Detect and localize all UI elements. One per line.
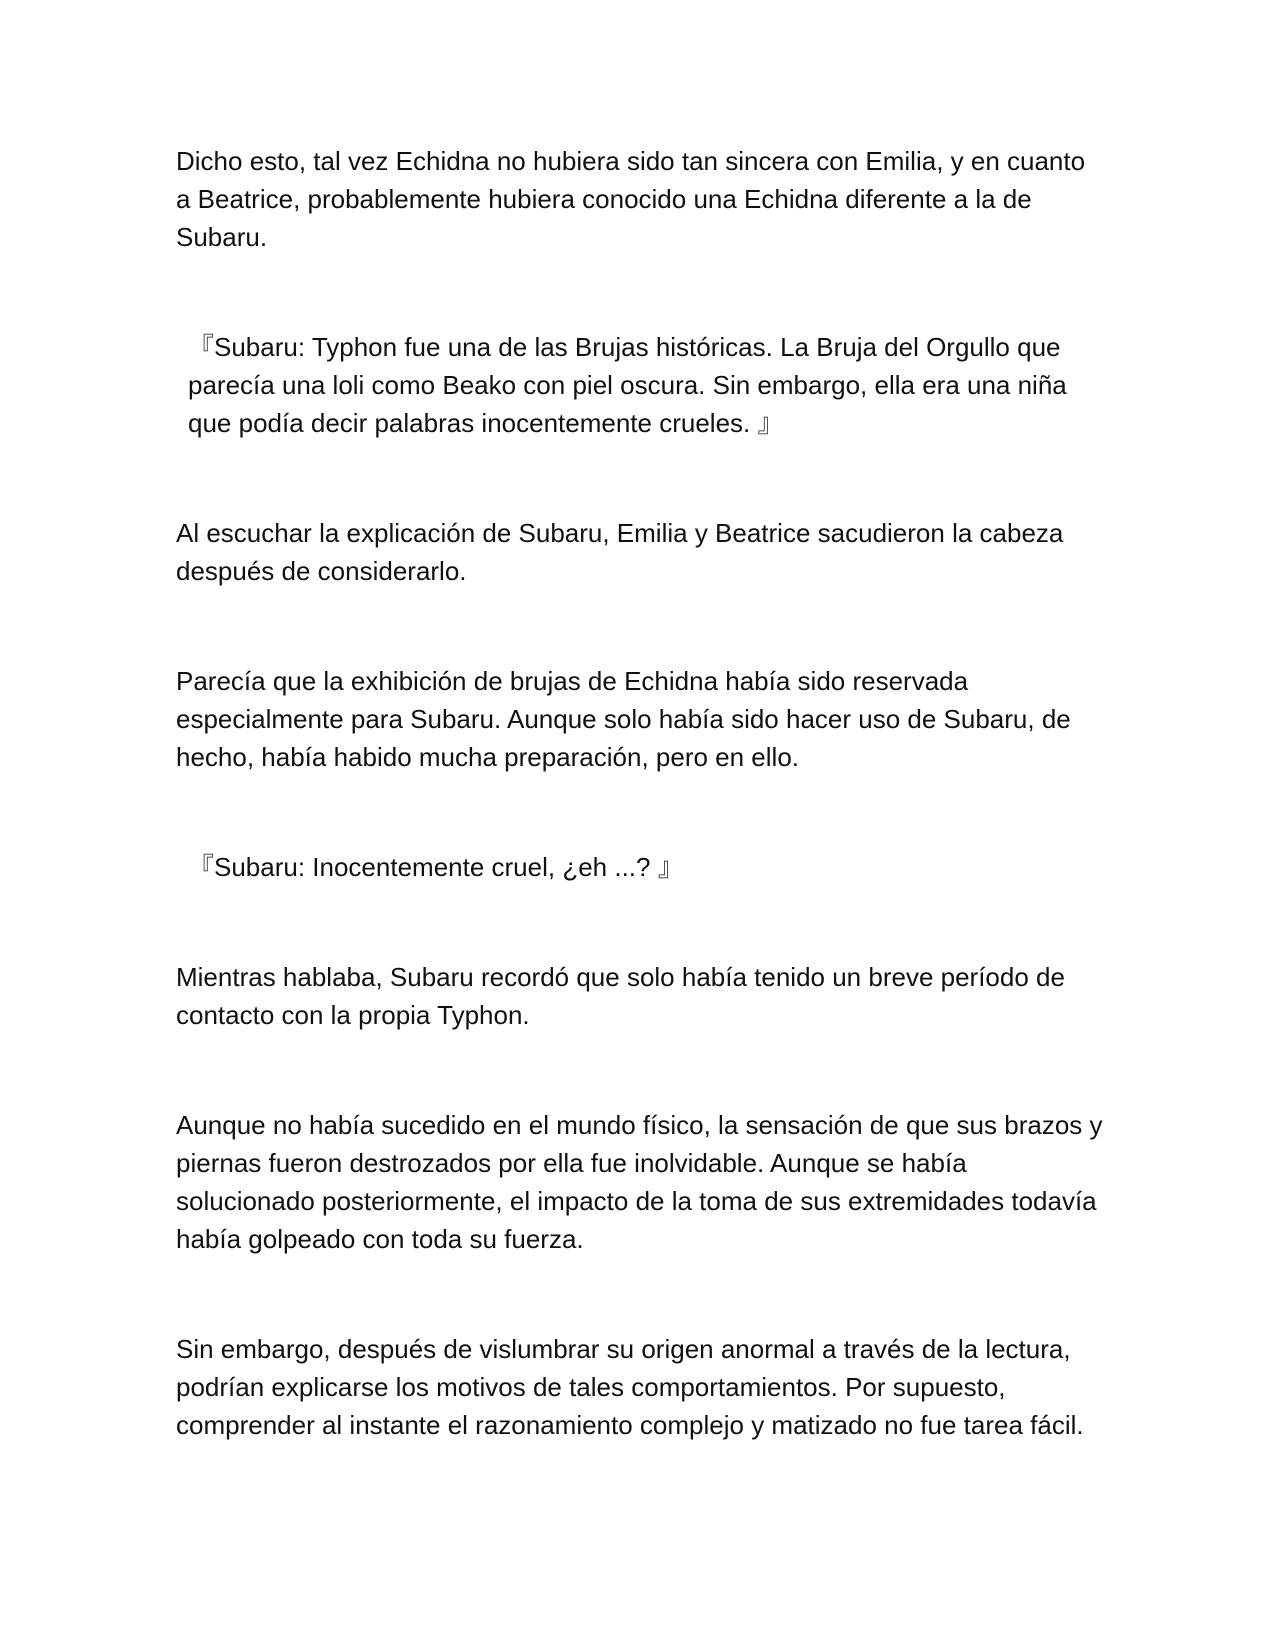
paragraph-1: Dicho esto, tal vez Echidna no hubiera sido tan sincera con Emilia, y en cuanto a Beatrice, probablemente hubiera conocido una Echidna diferente a la de Subaru.: [176, 146, 1086, 252]
page-body: [176, 142, 1106, 1516]
paragraph-2: Al escuchar la explicación de Subaru, Emilia y Beatrice sacudieron la cabeza después de considerarlo.: [176, 518, 1064, 586]
dialogue-line-1: 『Subaru: Typhon fue una de las Brujas históricas. La Bruja del Orgullo que parecía una loli como Beako con piel oscura. Sin embargo, ella era una niña que podía decir palabras inocentemente crueles. 』: [188, 332, 1067, 438]
paragraph-3: Parecía que la exhibición de brujas de Echidna había sido reservada especialmente para Subaru. Aunque solo había sido hacer uso de Subaru, de hecho, había habido mucha preparación, pero en ello.: [176, 666, 1071, 772]
paragraph-5: Aunque no había sucedido en el mundo físico, la sensación de que sus brazos y piernas fueron destrozados por ella fue inolvidable. Aunque se había solucionado posteriormente, el impacto de la toma de sus extremidades todavía había golpeado con toda su fuerza.: [176, 1110, 1103, 1254]
paragraph-6: Sin embargo, después de vislumbrar su origen anormal a través de la lectura, podrían explicarse los motivos de tales comportamientos. Por supuesto, comprender al instante el razonamiento complejo y matizado no fue tarea fácil.: [176, 1334, 1084, 1440]
dialogue-line-2: 『Subaru: Inocentemente cruel, ¿eh ...? 』: [188, 852, 684, 882]
paragraph-4: Mientras hablaba, Subaru recordó que solo había tenido un breve período de contacto con la propia Typhon.: [176, 962, 1065, 1030]
